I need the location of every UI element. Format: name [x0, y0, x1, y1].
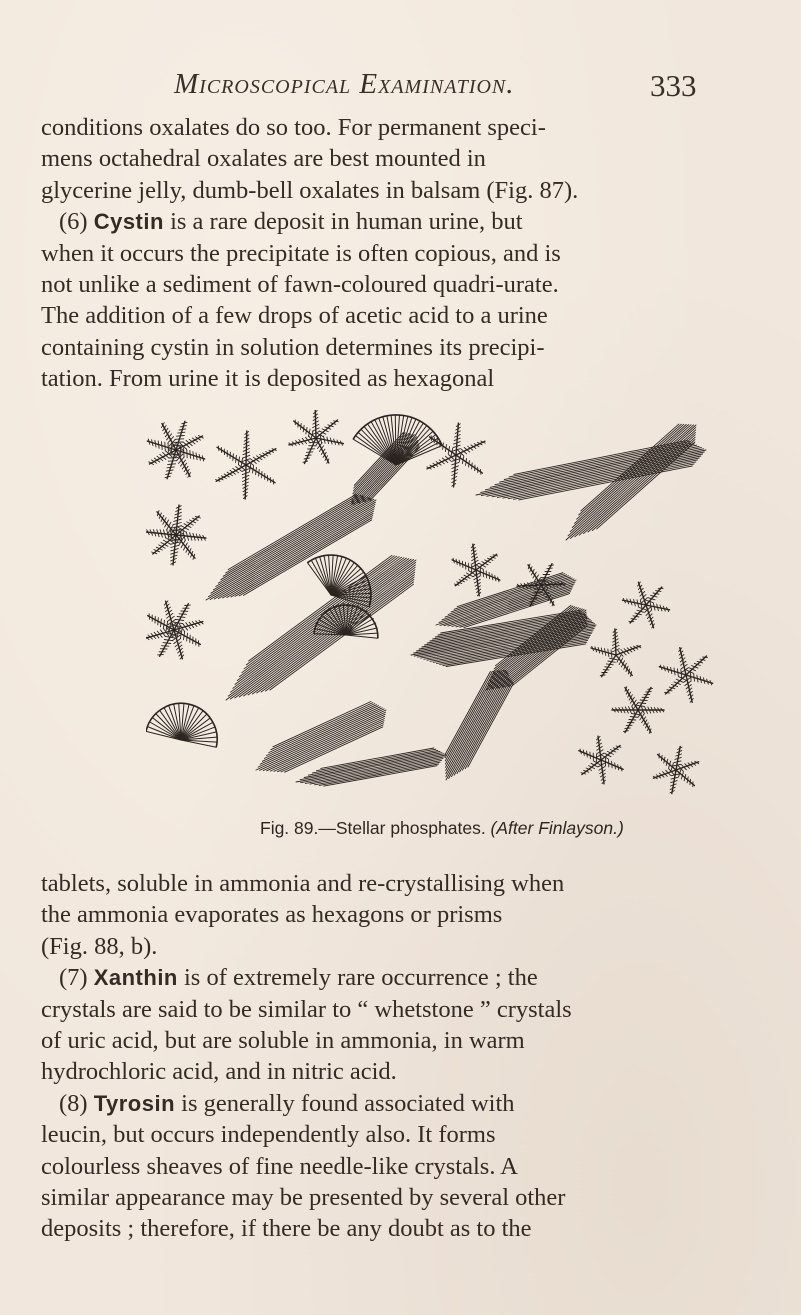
stellar-phosphates-figure [146, 410, 744, 800]
crystal-star [659, 648, 712, 703]
crystal-star [289, 410, 344, 464]
crystal-star [612, 687, 664, 734]
paragraph-xanthin-first-line [41, 962, 741, 993]
page-number: 333 [650, 68, 697, 103]
crystal-star [146, 601, 203, 659]
crystal-sheaf [445, 670, 513, 780]
text-line: not unlike a sediment of fawn-coloured quadri-urate. [41, 271, 559, 299]
crystal-star [216, 431, 277, 499]
crystal-star [591, 629, 641, 677]
text-line: tation. From urine it is deposited as hexagonal [41, 365, 495, 393]
term-tyrosin: Tyrosin [93, 1090, 176, 1116]
text-line: tablets, soluble in ammonia and re-crystallising when [41, 870, 565, 897]
text-line: deposits ; therefore, if there be any doubt as to the [41, 1215, 532, 1243]
paragraph-number: (7) [59, 964, 94, 992]
text-fragment: is a rare deposit in human urine, but [163, 208, 523, 236]
term-cystin: Cystin [93, 209, 164, 235]
crystal-fan [146, 703, 217, 747]
crystal-star [146, 505, 206, 565]
text-line: glycerine jelly, dumb-bell oxalates in balsam (Fig. 87). [41, 176, 579, 204]
text-line: the ammonia evaporates as hexagons or prisms [41, 901, 503, 929]
running-head: Microscopical Examination. [174, 68, 515, 100]
text-line: of uric acid, but are soluble in ammonia, in warm [41, 1027, 525, 1055]
crystal-sheaf [351, 432, 420, 505]
paragraph-cystin-first-line [41, 206, 741, 237]
text-line: leucin, but occurs independently also. It forms [41, 1121, 496, 1149]
paragraph-tyrosin-first-line [41, 1088, 741, 1119]
text-line: similar appearance may be presented by several other [41, 1184, 566, 1212]
text-line: hydrochloric acid, and in nitric acid. [41, 1058, 397, 1086]
crystal-sheaf [296, 748, 446, 786]
crystal-illustration [146, 410, 744, 800]
text-line: when it occurs the precipitate is often copious, and is [41, 239, 561, 267]
caption-attribution: (After Finlayson.) [490, 818, 624, 838]
text-line: (Fig. 88, b). [41, 932, 158, 960]
text-line: colourless sheaves of fine needle-like crystals. A [41, 1152, 518, 1180]
figure-caption [260, 818, 624, 839]
text-fragment: is generally found associated with [175, 1089, 515, 1117]
text-fragment: is of extremely rare occurrence ; the [177, 964, 538, 992]
bottom-text-block [41, 868, 741, 1245]
crystal-star [623, 582, 670, 628]
paragraph-number: (6) [59, 208, 94, 236]
caption-text: Fig. 89.—Stellar phosphates. [260, 818, 491, 838]
crystal-star [427, 423, 485, 487]
text-line: mens octahedral oxalates are best mounted in [41, 145, 486, 173]
crystal-star [452, 544, 500, 596]
term-xanthin: Xanthin [93, 965, 178, 991]
paragraph-number: (8) [59, 1089, 94, 1117]
crystal-star [579, 736, 623, 784]
text-line: The addition of a few drops of acetic acid to a urine [41, 302, 548, 330]
page-header [0, 62, 801, 106]
crystal-star [653, 746, 699, 793]
top-text-block [41, 112, 741, 395]
text-line: crystals are said to be similar to “ whetstone ” crystals [41, 995, 572, 1023]
text-line: conditions oxalates do so too. For permanent speci- [41, 114, 546, 141]
text-line: containing cystin in solution determines its precipi- [41, 333, 545, 361]
crystal-star [147, 421, 204, 478]
